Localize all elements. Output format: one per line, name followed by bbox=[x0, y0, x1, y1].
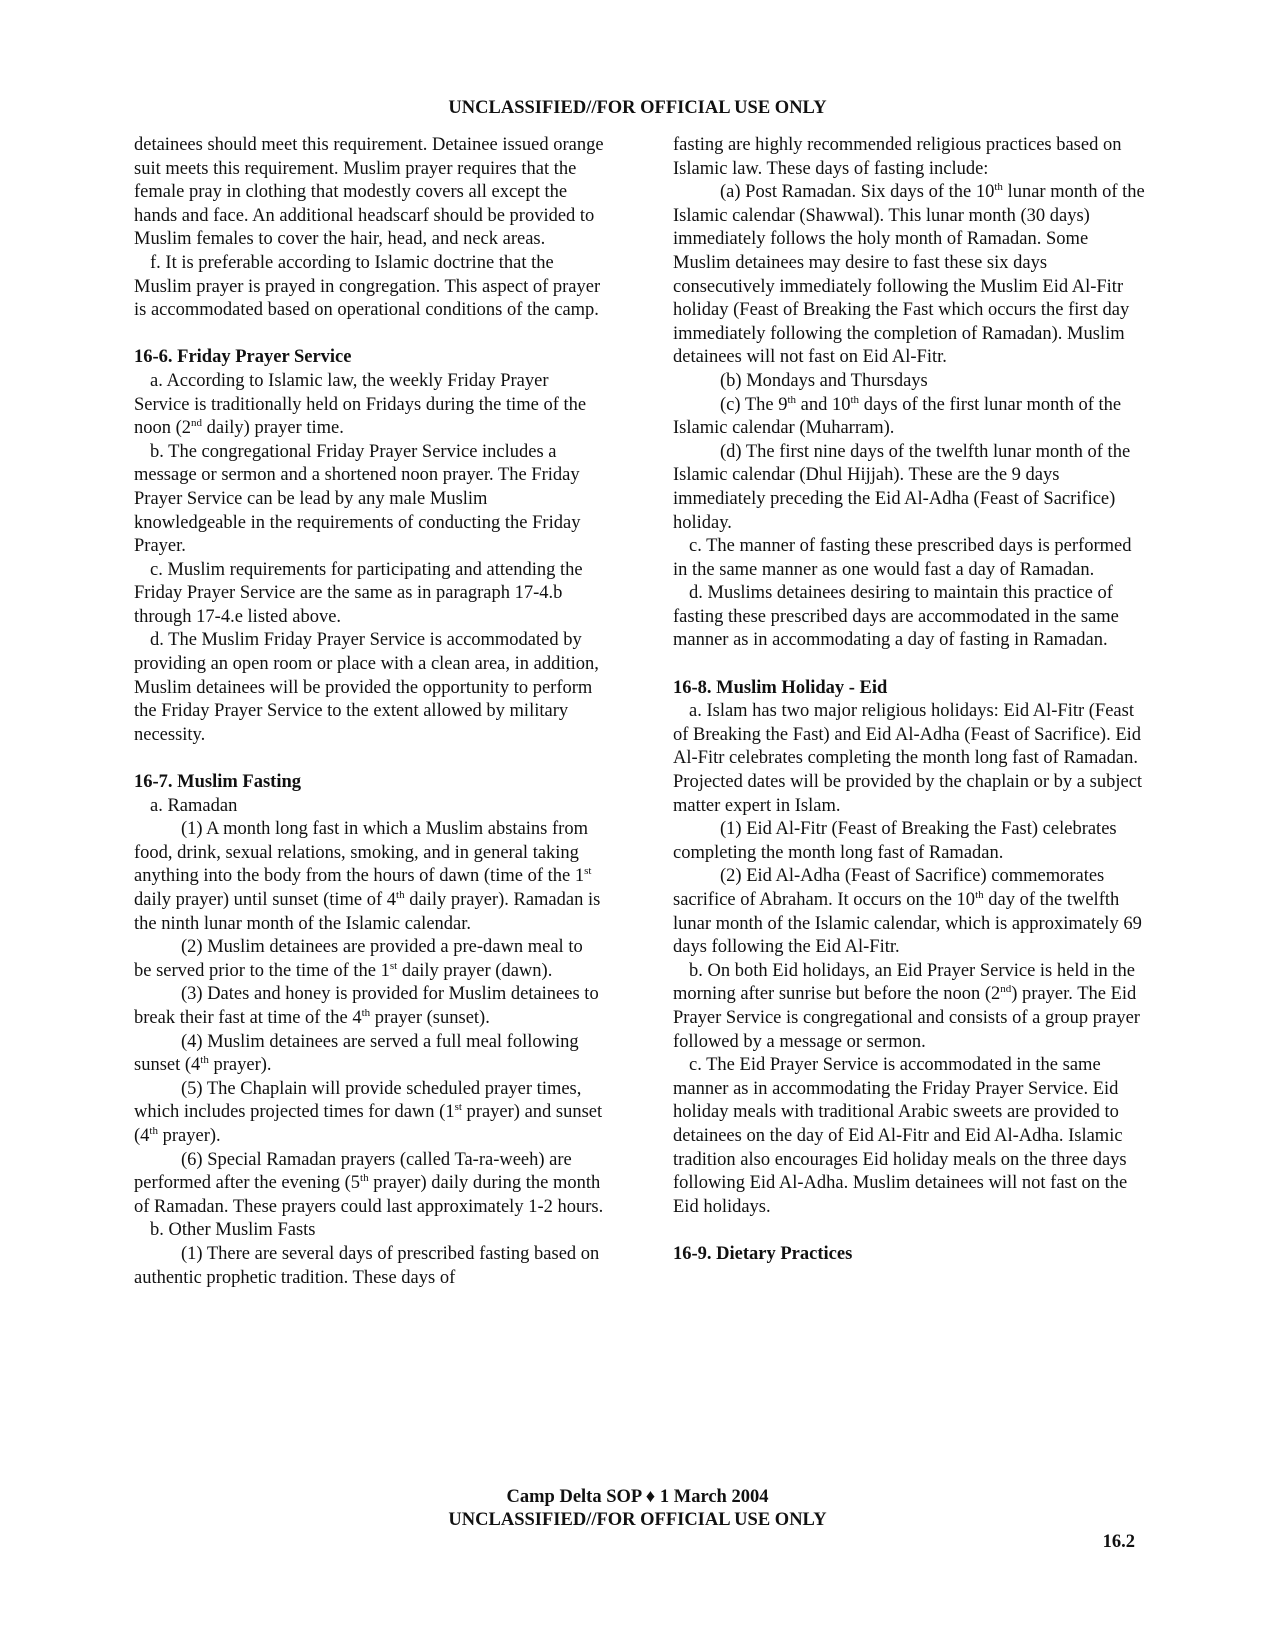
paragraph: (2) Muslim detainees are provided a pre-dawn meal to be served prior to the time of the 1st daily prayer (dawn). bbox=[134, 937, 583, 981]
paragraph: (3) Dates and honey is provided for Muslim detainees to break their fast at time of the 4th prayer (sunset). bbox=[134, 984, 599, 1028]
paragraph: b. The congregational Friday Prayer Service includes a message or sermon and a shortened noon prayer. The Friday Prayer Service can be lead by any male Muslim knowledgeable in the requirements of conducting the Friday Prayer. bbox=[134, 441, 581, 557]
paragraph: (5) The Chaplain will provide scheduled prayer times, which includes projected times for dawn (1st prayer) and sunset (4th prayer). bbox=[134, 1078, 603, 1146]
paragraph: (d) The first nine days of the twelfth lunar month of the Islamic calendar (Dhul Hijjah). These are the 9 days immediately preceding the Eid Al-Adha (Feast of Sacrifice) holiday. bbox=[673, 441, 1131, 533]
paragraph: d. Muslims detainees desiring to maintain this practice of fasting these prescribed days are accommodated in the same manner as in accommodating a day of fasting in Ramadan. bbox=[673, 583, 1119, 651]
paragraph: (1) There are several days of prescribed fasting based on authentic prophetic tradition. These days of bbox=[134, 1243, 600, 1288]
paragraph: (1) A month long fast in which a Muslim abstains from food, drink, sexual relations, smoking, and in general taking anything into the body from the hours of dawn (time of the 1st daily prayer) until sunset (time of 4th daily prayer). Ramadan is the ninth lunar month of the Islamic calendar. bbox=[134, 819, 601, 934]
footer-classification: UNCLASSIFIED//FOR OFFICIAL USE ONLY bbox=[448, 1510, 827, 1530]
subheading: a. Ramadan bbox=[150, 795, 238, 816]
paragraph: (c) The 9th and 10th days of the first lunar month of the Islamic calendar (Muharram). bbox=[673, 393, 1122, 439]
paragraph: f. It is preferable according to Islamic doctrine that the Muslim prayer is prayed in congregation. This aspect of prayer is accommodated based on operational conditions of the camp. bbox=[134, 252, 601, 321]
paragraph: c. Muslim requirements for participating and attending the Friday Prayer Service are the same as in paragraph 17-4.b through 17-4.e listed above. bbox=[134, 559, 583, 627]
paragraph: a. According to Islamic law, the weekly Friday Prayer Service is traditionally held on Fridays during the time of the noon (2nd daily) prayer time. bbox=[134, 370, 587, 439]
paragraph: (2) Eid Al-Adha (Feast of Sacrifice) commemorates sacrifice of Abraham. It occurs on the 10th day of the twelfth lunar month of the Islamic calendar, which is approximately 69 days following the Eid Al-Fitr. bbox=[673, 866, 1142, 958]
paragraph: (6) Special Ramadan prayers (called Ta-ra-weeh) are performed after the evening (5th prayer) daily during the month of Ramadan. These prayers could last approximately 1-2 hours. bbox=[134, 1149, 604, 1217]
paragraph: detainees should meet this requirement. Detainee issued orange suit meets this requirement. Muslim prayer requires that the female pray in clothing that modestly covers all except the hands and face. An additional headscarf should be provided to Muslim females to cover the hair, head, and neck areas. bbox=[134, 135, 604, 250]
footer-document-title: Camp Delta SOP ♦ 1 March 2004 bbox=[506, 1487, 769, 1507]
paragraph: (1) Eid Al-Fitr (Feast of Breaking the Fast) celebrates completing the month long fast of Ramadan. bbox=[673, 819, 1117, 863]
paragraph: a. Islam has two major religious holidays: Eid Al-Fitr (Feast of Breaking the Fast) and Eid Al-Adha (Feast of Sacrifice). Eid Al-Fitr celebrates completing the month long fast of Ramadan. Projected dates will be provided by the chaplain or by a subject matter expert in Islam. bbox=[673, 701, 1143, 816]
page-footer bbox=[0, 1486, 1275, 1532]
paragraph: c. The manner of fasting these prescribed days is performed in the same manner as one would fast a day of Ramadan. bbox=[673, 536, 1132, 580]
paragraph: c. The Eid Prayer Service is accommodated in the same manner as in accommodating the Friday Prayer Service. Eid holiday meals with traditional Arabic sweets are provided to detainees on the day of Eid Al-Fitr and Eid Al-Adha. Islamic tradition also encourages Eid holiday meals on the three days following Eid Al-Adha. Muslim detainees will not fast on the Eid holidays. bbox=[673, 1055, 1128, 1217]
paragraph: (4) Muslim detainees are served a full meal following sunset (4th prayer). bbox=[134, 1031, 579, 1076]
right-column bbox=[673, 134, 1148, 1267]
section-heading-16-8: 16-8. Muslim Holiday - Eid bbox=[673, 677, 888, 698]
subheading: b. Other Muslim Fasts bbox=[150, 1220, 316, 1241]
paragraph: b. On both Eid holidays, an Eid Prayer Service is held in the morning after sunrise but before the noon (2nd) prayer. The Eid Prayer Service is congregational and consists of a group prayer followed by a message or sermon. bbox=[673, 960, 1140, 1052]
page-number: 16.2 bbox=[1102, 1532, 1135, 1552]
paragraph: (a) Post Ramadan. Six days of the 10th lunar month of the Islamic calendar (Shawwal). This lunar month (30 days) immediately follows the holy month of Ramadan. Some Muslim detainees may desire to fast these six days consecutively immediately following the Muslim Eid Al-Fitr holiday (Feast of Breaking the Fast which occurs the first day immediately following the completion of Ramadan). Muslim detainees will not fast on Eid Al-Fitr. bbox=[673, 181, 1145, 368]
paragraph: (b) Mondays and Thursdays bbox=[720, 370, 928, 391]
section-heading-16-9: 16-9. Dietary Practices bbox=[673, 1243, 853, 1264]
paragraph: fasting are highly recommended religious practices based on Islamic law. These days of fasting include: bbox=[673, 135, 1122, 179]
section-heading-16-7: 16-7. Muslim Fasting bbox=[134, 772, 302, 793]
paragraph: d. The Muslim Friday Prayer Service is accommodated by providing an open room or place with a clean area, in addition, Muslim detainees will be provided the opportunity to perform the Friday Prayer Service to the extent allowed by military necessity. bbox=[134, 630, 599, 745]
classification-header: UNCLASSIFIED//FOR OFFICIAL USE ONLY bbox=[448, 98, 827, 118]
left-column bbox=[134, 134, 604, 1290]
section-heading-16-6: 16-6. Friday Prayer Service bbox=[134, 347, 352, 368]
